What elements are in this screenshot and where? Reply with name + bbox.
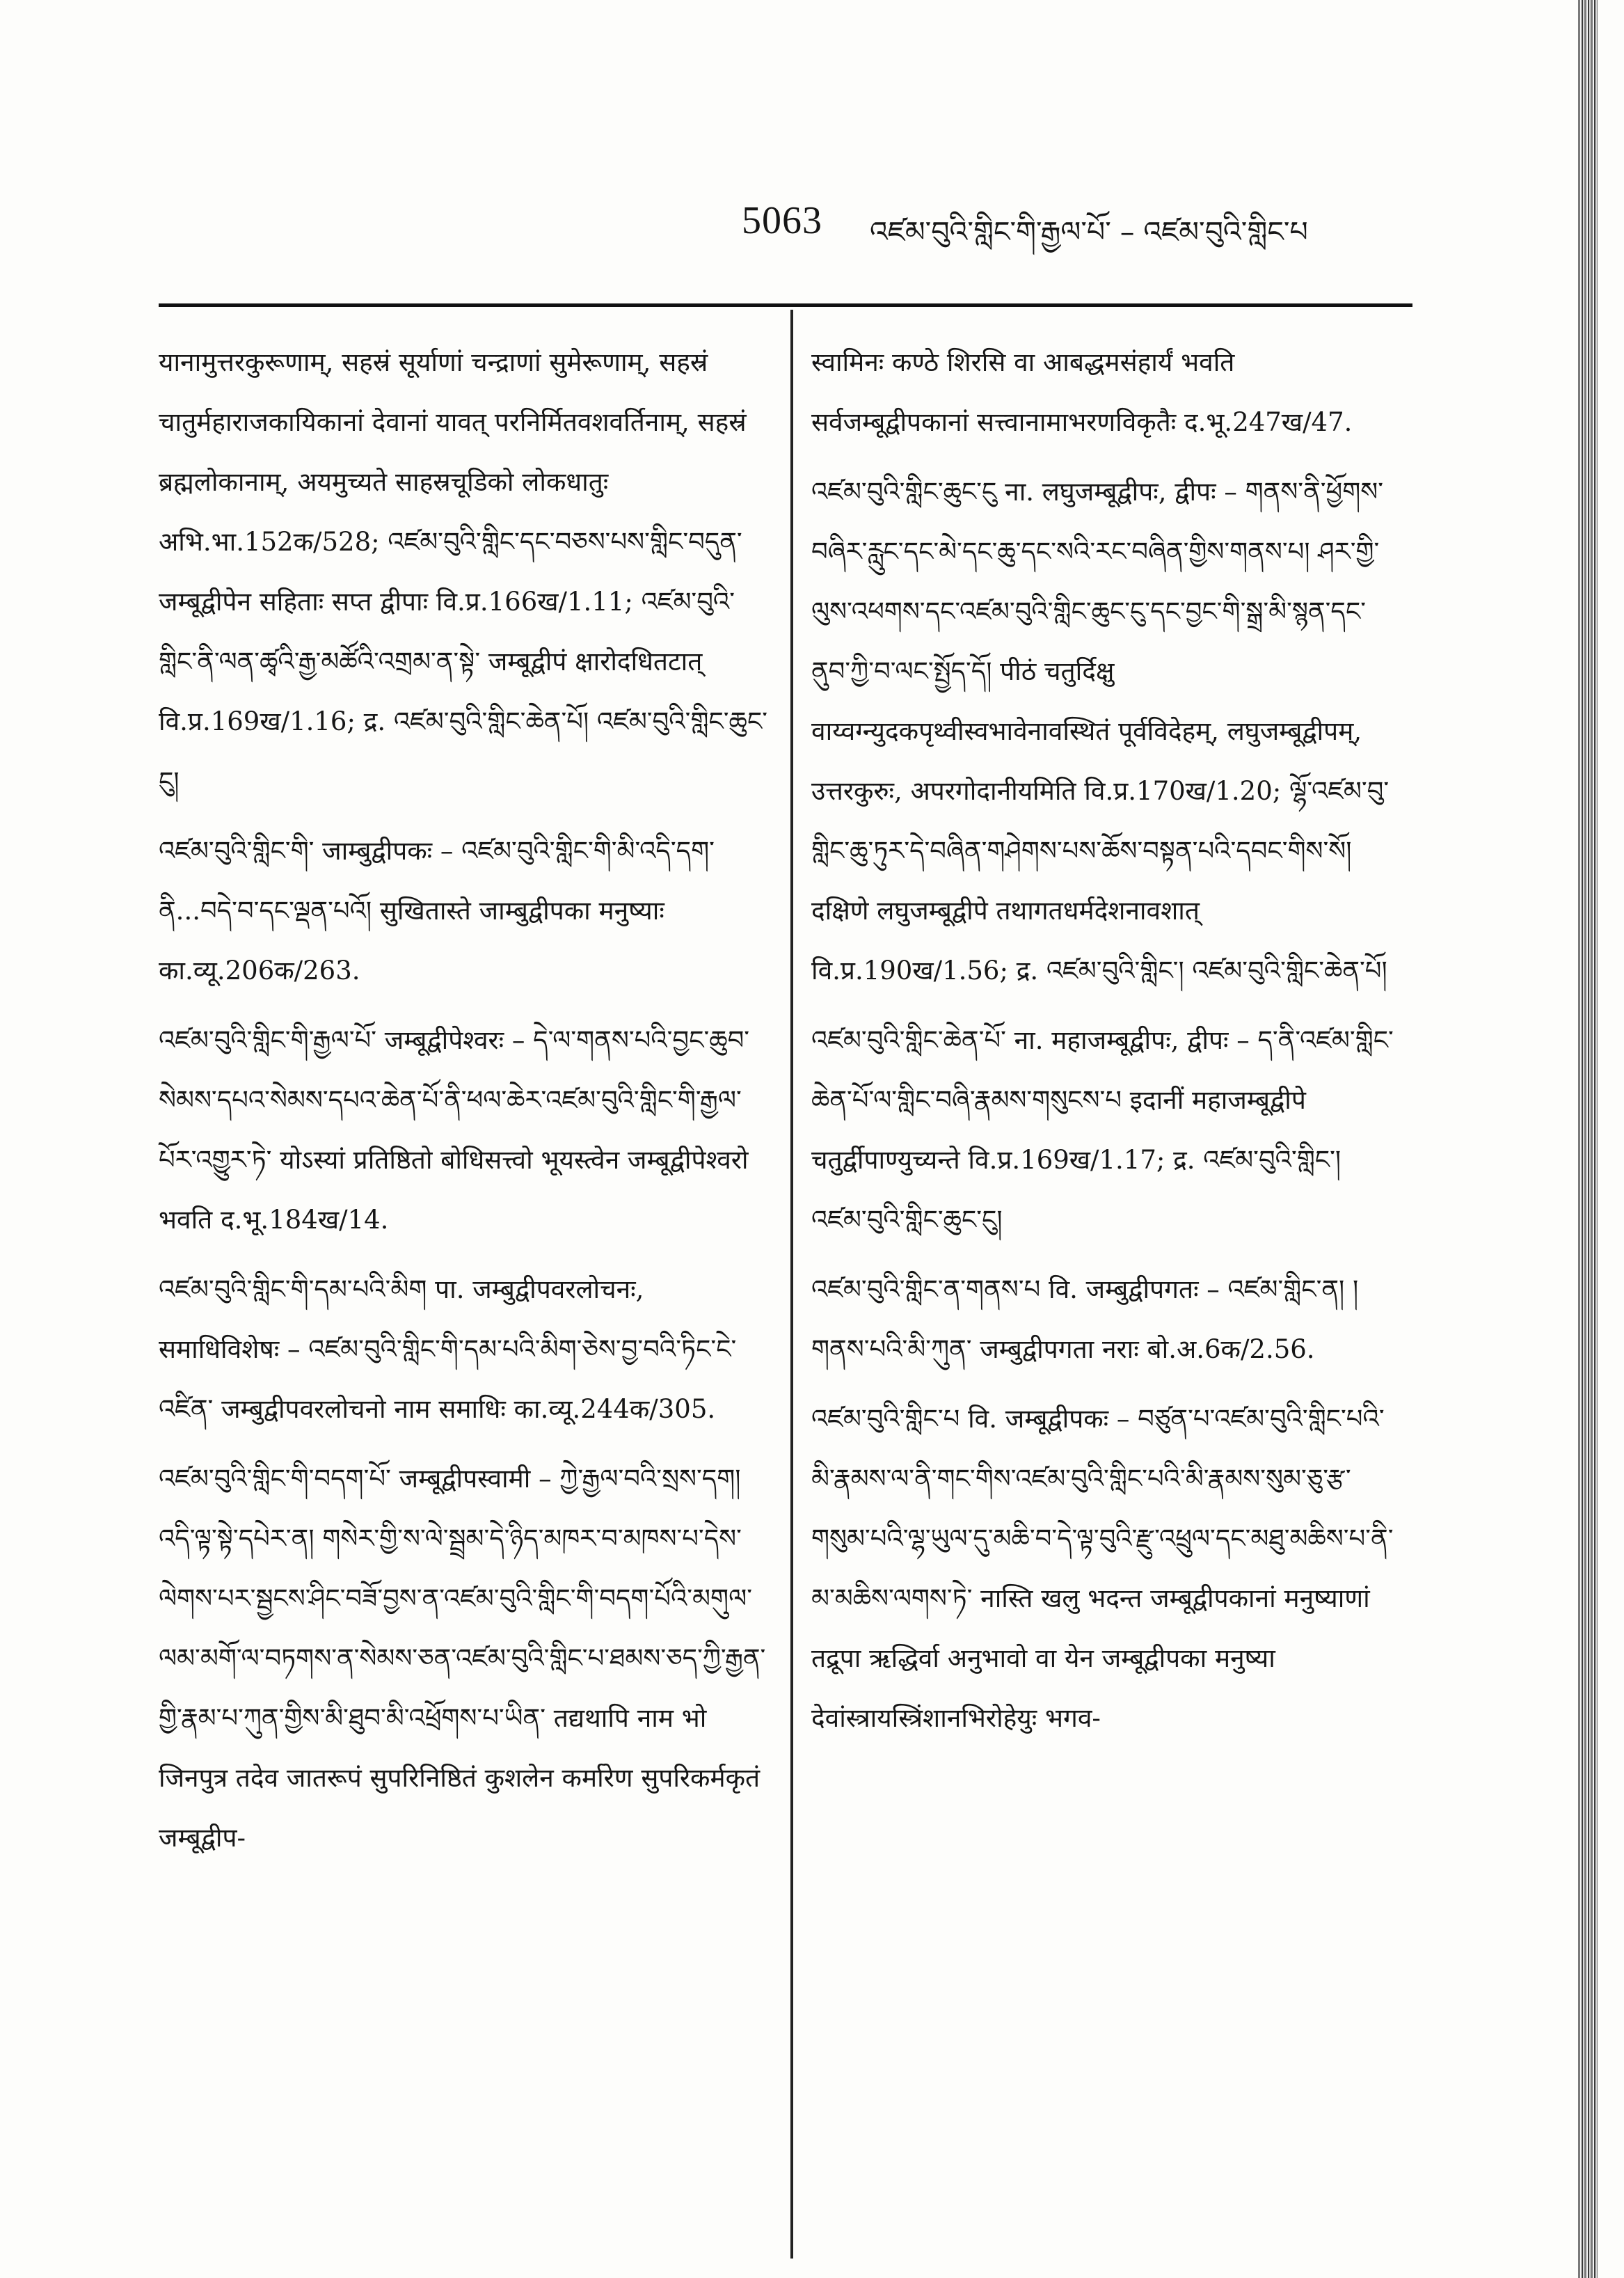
left-column [159,333,771,1878]
page-number: 5063 [742,199,822,242]
dictionary-entry: འཛམ་བུའི་གླིང་གི་ जाम्बुद्वीपकः – འཛམ་བུའི་གླིང་གི་མི་འདི་དག་ནི...བདེ་བ་དང་ལྡན་པའོ། सुखितास्ते जाम्बुद्वीपका मनुष्याः का.व्यू.206क/263. [159,836,715,986]
dictionary-entry: འཛམ་བུའི་གླིང་ཆུང་ངུ ना. लघुजम्बूद्वीपः, द्वीपः – གནས་ནི་ཕྱོགས་བཞིར་རླུང་དང་མེ་དང་ཆུ་དང་སའི་རང་བཞིན་གྱིས་གནས་པ། ཤར་གྱི་ལུས་འཕགས་དང་འཛམ་བུའི་གླིང་ཆུང་ངུ་དང་བྱང་གི་སྒྲ་མི་སྙན་དང་ནུབ་ཀྱི་བ་ལང་སྤྱོད་དོ། पीठं चतुर्दिक्षु वाय्वग्न्युदकपृथ्वीस्वभावेनावस्थितं पूर्वविदेहम्, लघुजम्बूद्वीपम्, उत्तरकुरुः, अपरगोदानीयमिति वि.प्र.170ख/1.20; ལྷོ་འཛམ་བུ་གླིང་ཆུ་ཏུར་དེ་བཞིན་གཤེགས་པས་ཆོས་བསྟན་པའི་དབང་གིས་སོ། दक्षिणे लघुजम्बूद्वीपे तथागतधर्मदेशनावशात् वि.प्र.190ख/1.56; द्र. འཛམ་བུའི་གླིང་། འཛམ་བུའི་གླིང་ཆེན་པོ། [811,477,1390,986]
right-column [811,333,1396,1758]
dictionary-entry: འཛམ་བུའི་གླིང་གི་བདག་པོ་ जम्बूद्वीपस्वामी – ཀྱེ་རྒྱལ་བའི་སྲས་དག། འདི་ལྟ་སྟེ་དཔེར་ན། གསེར་གྱི་ས་ལེ་སྦྲམ་དེ་ཉིད་མཁར་བ་མཁས་པ་དེས་ལེགས་པར་སྦྱངས་ཤིང་བཟོ་བྱས་ན་འཛམ་བུའི་གླིང་གི་བདག་པོའི་མགུལ་ལམ་མགོ་ལ་བཏགས་ན་སེམས་ཅན་འཛམ་བུའི་གླིང་པ་ཐམས་ཅད་ཀྱི་རྒྱན་གྱི་རྣམ་པ་ཀུན་གྱིས་མི་ཐུབ་མི་འཕྲོགས་པ་ཡིན་ तद्यथापि नाम भो जिनपुत्र तदेव जातरूपं सुपरिनिष्ठितं कुशलेन कर्मारेण सुपरिकर्मकृतं जम्बूद्वीप- [159,1464,766,1853]
column-divider [790,310,793,2259]
dictionary-entry: འཛམ་བུའི་གླིང་ཆེན་པོ་ ना. महाजम्बूद्वीपः, द्वीपः – ད་ནི་འཛམ་གླིང་ཆེན་པོ་ལ་གླིང་བཞི་རྣམས་གསུངས་པ इदानीं महाजम्बूद्वीपे चतुर्द्वीपाण्युच्यन्ते वि.प्र.169ख/1.17; द्र. འཛམ་བུའི་གླིང་། འཛམ་བུའི་གླིང་ཆུང་ངུ། [811,1025,1394,1235]
dictionary-entry: འཛམ་བུའི་གླིང་པ वि. जम्बूद्वीपकः – བཙུན་པ་འཛམ་བུའི་གླིང་པའི་མི་རྣམས་ལ་ནི་གང་གིས་འཛམ་བུའི་གླིང་པའི་མི་རྣམས་སུམ་ཅུ་རྩ་གསུམ་པའི་ལྷ་ཡུལ་དུ་མཆི་བ་དེ་ལྟ་བུའི་རྫུ་འཕྲུལ་དང་མཐུ་མཆིས་པ་ནི་མ་མཆིས་ལགས་ཏེ་ नास्ति खलु भदन्त जम्बूद्वीपकानां मनुष्याणां तद्रूपा ऋद्धिर्वा अनुभावो वा येन जम्बूद्वीपका मनुष्या देवांस्त्रायस्त्रिंशानभिरोहेयुः भगव- [811,1404,1394,1733]
scan-edge [1578,0,1598,2278]
dictionary-entry: འཛམ་བུའི་གླིང་ན་གནས་པ वि. जम्बुद्वीपगतः – འཛམ་གླིང་ན། །གནས་པའི་མི་ཀུན་ जम्बुद्वीपगता नराः बो.अ.6क/2.56. [811,1274,1359,1364]
dictionary-entry: स्वामिनः कण्ठे शिरसि वा आबद्धमसंहार्यं भवति सर्वजम्बूद्वीपकानां सत्त्वानामाभरणविकृतैः द.भू.247ख/47. [811,347,1353,437]
header-rule [159,303,1412,307]
running-title: འཛམ་བུའི་གླིང་གི་རྒྱལ་པོ་ – འཛམ་བུའི་གླིང་པ [870,215,1308,248]
dictionary-entry: यानामुत्तरकुरूणाम्, सहस्रं सूर्याणां चन्द्राणां सुमेरूणाम्, सहस्रं चातुर्महाराजकायिकानां देवानां यावत् परनिर्मितवशवर्तिनाम्, सहस्रं ब्रह्मलोकानाम्, अयमुच्यते साहस्रचूडिको लोकधातुः अभि.भा.152क/528; འཛམ་བུའི་གླིང་དང་བཅས་པས་གླིང་བདུན་ जम्बूद्वीपेन सहिताः सप्त द्वीपाः वि.प्र.166ख/1.11; འཛམ་བུའི་གླིང་ནི་ལན་ཚྭའི་རྒྱ་མཚོའི་འགྲམ་ན་སྟེ་ जम्बूद्वीपं क्षारोदधितटात् वि.प्र.169ख/1.16; द्र. འཛམ་བུའི་གླིང་ཆེན་པོ། འཛམ་བུའི་གླིང་ཆུང་ངུ། [159,347,767,796]
dictionary-entry: འཛམ་བུའི་གླིང་གི་དམ་པའི་མིག पा. जम्बुद्वीपवरलोचनः, समाधिविशेषः – འཛམ་བུའི་གླིང་གི་དམ་པའི་མིག་ཅེས་བྱ་བའི་ཏིང་ངེ་འཛིན་ जम्बुद्वीपवरलोचनो नाम समाधिः का.व्यू.244क/305. [159,1274,737,1424]
dictionary-entry: འཛམ་བུའི་གླིང་གི་རྒྱལ་པོ་ जम्बूद्वीपेश्वरः – དེ་ལ་གནས་པའི་བྱང་ཆུབ་སེམས་དཔའ་སེམས་དཔའ་ཆེན་པོ་ནི་ཕལ་ཆེར་འཛམ་བུའི་གླིང་གི་རྒྱལ་པོར་འགྱུར་ཏེ་ योऽस्यां प्रतिष्ठितो बोधिसत्त्वो भूयस्त्वेन जम्बूद्वीपेश्वरो भवति द.भू.184ख/14. [159,1025,750,1235]
